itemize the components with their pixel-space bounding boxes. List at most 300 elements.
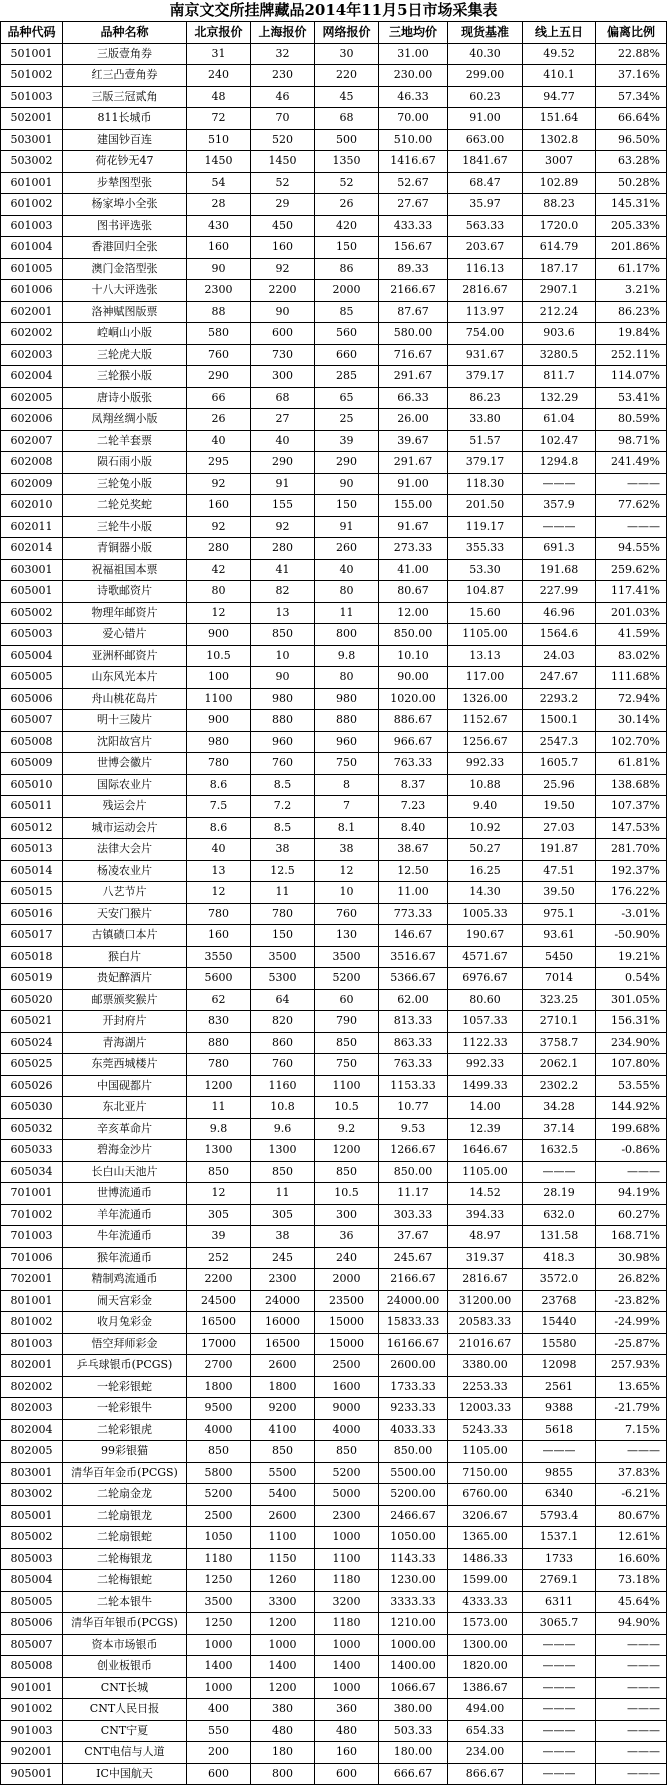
cell-average: 1230.00 [379,1570,448,1592]
cell-deviation: 37.16% [596,65,667,87]
cell-name: 物理年邮资片 [63,602,187,624]
cell-average: 863.33 [379,1032,448,1054]
cell-online: 1350 [315,151,379,173]
cell-online: 68 [315,108,379,130]
table-row [1,667,667,689]
cell-deviation: 201.03% [596,602,667,624]
cell-name: 三版壹角券 [63,43,187,65]
cell-beijing: 5800 [187,1462,251,1484]
cell-code: 701003 [1,1226,63,1248]
cell-benchmark: 10.92 [448,817,523,839]
cell-5day: 811.7 [523,366,596,388]
cell-5day: 93.61 [523,925,596,947]
cell-5day: 3007 [523,151,596,173]
cell-benchmark: 1499.33 [448,1075,523,1097]
cell-5day: 25.96 [523,774,596,796]
cell-deviation: 61.81% [596,753,667,775]
table-row [1,581,667,603]
cell-benchmark: 15.60 [448,602,523,624]
cell-online: 8.1 [315,817,379,839]
cell-beijing: 780 [187,903,251,925]
cell-average: 303.33 [379,1204,448,1226]
cell-average: 62.00 [379,989,448,1011]
cell-online: 1000 [315,1634,379,1656]
cell-code: 605013 [1,839,63,861]
cell-online: 1000 [315,1527,379,1549]
cell-benchmark: 4333.33 [448,1591,523,1613]
cell-code: 605032 [1,1118,63,1140]
cell-beijing: 5600 [187,968,251,990]
cell-code: 602011 [1,516,63,538]
cell-shanghai: 780 [251,903,315,925]
table-row [1,925,667,947]
cell-code: 805002 [1,1527,63,1549]
table-row [1,1570,667,1592]
cell-shanghai: 9.6 [251,1118,315,1140]
cell-deviation: 94.55% [596,538,667,560]
cell-average: 31.00 [379,43,448,65]
table-row [1,710,667,732]
cell-beijing: 1180 [187,1548,251,1570]
cell-name: 东北亚片 [63,1097,187,1119]
cell-online: 4000 [315,1419,379,1441]
cell-code: 605015 [1,882,63,904]
cell-deviation: 252.11% [596,344,667,366]
cell-average: 1733.33 [379,1376,448,1398]
cell-online: 980 [315,688,379,710]
cell-shanghai: 24000 [251,1290,315,1312]
cell-deviation: 114.07% [596,366,667,388]
cell-deviation: 201.86% [596,237,667,259]
cell-shanghai: 27 [251,409,315,431]
cell-average: 3516.67 [379,946,448,968]
cell-average: 580.00 [379,323,448,345]
cell-online: 1600 [315,1376,379,1398]
cell-5day: 1500.1 [523,710,596,732]
table-row [1,516,667,538]
cell-5day: 28.19 [523,1183,596,1205]
table-row [1,1097,667,1119]
cell-code: 605001 [1,581,63,603]
table-row [1,1183,667,1205]
cell-code: 605006 [1,688,63,710]
cell-5day: 212.24 [523,301,596,323]
cell-average: 10.10 [379,645,448,667]
cell-shanghai: 91 [251,473,315,495]
cell-deviation: 53.41% [596,387,667,409]
cell-5day: 2293.2 [523,688,596,710]
cell-code: 605026 [1,1075,63,1097]
table-row [1,1011,667,1033]
cell-name: 闹天宫彩金 [63,1290,187,1312]
cell-deviation: 98.71% [596,430,667,452]
cell-name: 收月兔彩金 [63,1312,187,1334]
cell-deviation: 205.33% [596,215,667,237]
cell-online: 2000 [315,1269,379,1291]
cell-online: 85 [315,301,379,323]
cell-deviation: ——— [596,1161,667,1183]
cell-name: 精制鸡流通币 [63,1269,187,1291]
table-row [1,1269,667,1291]
cell-shanghai: 46 [251,86,315,108]
table-row [1,1355,667,1377]
cell-average: 503.33 [379,1720,448,1742]
table-row [1,559,667,581]
cell-code: 605021 [1,1011,63,1033]
cell-average: 146.67 [379,925,448,947]
cell-code: 805003 [1,1548,63,1570]
cell-5day: 903.6 [523,323,596,345]
cell-deviation: 0.54% [596,968,667,990]
cell-name: 二轮梅银龙 [63,1548,187,1570]
cell-online: 2500 [315,1355,379,1377]
cell-beijing: 2300 [187,280,251,302]
cell-benchmark: 14.00 [448,1097,523,1119]
cell-code: 605007 [1,710,63,732]
cell-average: 1210.00 [379,1613,448,1635]
cell-average: 666.67 [379,1763,448,1785]
cell-average: 1050.00 [379,1527,448,1549]
table-row [1,473,667,495]
cell-average: 11.17 [379,1183,448,1205]
cell-5day: 3065.7 [523,1613,596,1635]
cell-benchmark: 14.30 [448,882,523,904]
cell-average: 46.33 [379,86,448,108]
table-row [1,1462,667,1484]
table-row [1,1054,667,1076]
table-row [1,1075,667,1097]
cell-beijing: 9.8 [187,1118,251,1140]
cell-average: 2166.67 [379,1269,448,1291]
cell-average: 37.67 [379,1226,448,1248]
table-row [1,839,667,861]
cell-name: 一轮彩银牛 [63,1398,187,1420]
cell-code: 502001 [1,108,63,130]
cell-beijing: 2700 [187,1355,251,1377]
cell-shanghai: 5400 [251,1484,315,1506]
cell-5day: 27.03 [523,817,596,839]
table-row [1,1290,667,1312]
cell-shanghai: 160 [251,237,315,259]
cell-benchmark: 118.30 [448,473,523,495]
cell-benchmark: 2816.67 [448,1269,523,1291]
cell-online: 850 [315,1441,379,1463]
cell-5day: 323.25 [523,989,596,1011]
cell-average: 15833.33 [379,1312,448,1334]
cell-deviation: 45.64% [596,1591,667,1613]
cell-benchmark: 33.80 [448,409,523,431]
cell-code: 803001 [1,1462,63,1484]
cell-average: 27.67 [379,194,448,216]
cell-beijing: 1400 [187,1656,251,1678]
cell-online: 850 [315,1032,379,1054]
cell-average: 1416.67 [379,151,448,173]
cell-online: 960 [315,731,379,753]
cell-benchmark: 35.97 [448,194,523,216]
cell-beijing: 3550 [187,946,251,968]
cell-online: 5200 [315,1462,379,1484]
cell-code: 805007 [1,1634,63,1656]
cell-deviation: 241.49% [596,452,667,474]
cell-benchmark: 2816.67 [448,280,523,302]
cell-average: 1400.00 [379,1656,448,1678]
cell-5day: 227.99 [523,581,596,603]
cell-5day: 632.0 [523,1204,596,1226]
cell-online: 10.5 [315,1097,379,1119]
cell-online: 7 [315,796,379,818]
cell-average: 5200.00 [379,1484,448,1506]
cell-code: 605019 [1,968,63,990]
cell-online: 260 [315,538,379,560]
cell-benchmark: 14.52 [448,1183,523,1205]
cell-online: 500 [315,129,379,151]
cell-benchmark: 119.17 [448,516,523,538]
cell-shanghai: 3300 [251,1591,315,1613]
cell-5day: ——— [523,1161,596,1183]
cell-benchmark: 12.39 [448,1118,523,1140]
cell-average: 1000.00 [379,1634,448,1656]
cell-shanghai: 1450 [251,151,315,173]
cell-shanghai: 92 [251,258,315,280]
cell-beijing: 1800 [187,1376,251,1398]
cell-name: 杨凌农业片 [63,860,187,882]
cell-code: 805005 [1,1591,63,1613]
cell-name: 诗歌邮资片 [63,581,187,603]
cell-name: 步辇图型张 [63,172,187,194]
cell-average: 12.00 [379,602,448,624]
cell-average: 763.33 [379,753,448,775]
table-row [1,1333,667,1355]
cell-beijing: 510 [187,129,251,151]
cell-online: 220 [315,65,379,87]
cell-shanghai: 850 [251,624,315,646]
cell-shanghai: 5500 [251,1462,315,1484]
cell-average: 52.67 [379,172,448,194]
header-beijing: 北京报价 [187,22,251,44]
cell-code: 503001 [1,129,63,151]
cell-name: 崆峒山小版 [63,323,187,345]
cell-5day: 2062.1 [523,1054,596,1076]
cell-average: 5500.00 [379,1462,448,1484]
cell-5day: 34.28 [523,1097,596,1119]
cell-5day: 2547.3 [523,731,596,753]
table-row [1,1204,667,1226]
cell-average: 8.40 [379,817,448,839]
cell-shanghai: 850 [251,1441,315,1463]
cell-shanghai: 8.5 [251,774,315,796]
cell-name: 八艺节片 [63,882,187,904]
cell-beijing: 600 [187,1763,251,1785]
table-row [1,129,667,151]
cell-beijing: 66 [187,387,251,409]
cell-benchmark: 1122.33 [448,1032,523,1054]
cell-name: 爱心错片 [63,624,187,646]
cell-beijing: 780 [187,1054,251,1076]
cell-code: 605014 [1,860,63,882]
cell-average: 11.00 [379,882,448,904]
table-row [1,280,667,302]
cell-benchmark: 4571.67 [448,946,523,968]
cell-benchmark: 1386.67 [448,1677,523,1699]
cell-code: 605024 [1,1032,63,1054]
cell-deviation: 30.98% [596,1247,667,1269]
cell-code: 805006 [1,1613,63,1635]
cell-benchmark: 754.00 [448,323,523,345]
cell-name: 青海湖片 [63,1032,187,1054]
cell-online: 52 [315,172,379,194]
table-body [1,43,667,1785]
cell-5day: 23768 [523,1290,596,1312]
cell-name: 红三凸壹角券 [63,65,187,87]
cell-online: 90 [315,473,379,495]
table-row [1,430,667,452]
cell-online: 1000 [315,1677,379,1699]
cell-average: 4033.33 [379,1419,448,1441]
cell-5day: ——— [523,1742,596,1764]
header-deviation: 偏离比例 [596,22,667,44]
cell-code: 605017 [1,925,63,947]
cell-code: 602005 [1,387,63,409]
cell-deviation: -23.82% [596,1290,667,1312]
cell-code: 802004 [1,1419,63,1441]
cell-average: 8.37 [379,774,448,796]
cell-name: 图书评选张 [63,215,187,237]
cell-deviation: 147.53% [596,817,667,839]
cell-benchmark: 48.97 [448,1226,523,1248]
cell-average: 886.67 [379,710,448,732]
cell-name: 乒乓球银币(PCGS) [63,1355,187,1377]
cell-name: 三轮牛小版 [63,516,187,538]
cell-deviation: ——— [596,1656,667,1678]
cell-name: 三轮虎大版 [63,344,187,366]
cell-name: 二轮彩银虎 [63,1419,187,1441]
cell-deviation: ——— [596,1763,667,1785]
cell-online: 1180 [315,1570,379,1592]
cell-beijing: 12 [187,602,251,624]
cell-beijing: 48 [187,86,251,108]
cell-benchmark: 2253.33 [448,1376,523,1398]
cell-average: 2600.00 [379,1355,448,1377]
cell-5day: ——— [523,516,596,538]
cell-shanghai: 760 [251,1054,315,1076]
cell-deviation: 96.50% [596,129,667,151]
cell-shanghai: 280 [251,538,315,560]
table-row [1,624,667,646]
cell-benchmark: 13.13 [448,645,523,667]
cell-shanghai: 2600 [251,1355,315,1377]
cell-benchmark: 6760.00 [448,1484,523,1506]
cell-beijing: 1250 [187,1570,251,1592]
cell-5day: 691.3 [523,538,596,560]
cell-shanghai: 600 [251,323,315,345]
cell-online: 420 [315,215,379,237]
cell-online: 1400 [315,1656,379,1678]
cell-deviation: 234.90% [596,1032,667,1054]
cell-beijing: 13 [187,860,251,882]
cell-benchmark: 1573.00 [448,1613,523,1635]
table-row [1,237,667,259]
table-row [1,1312,667,1334]
cell-code: 501002 [1,65,63,87]
cell-deviation: -6.21% [596,1484,667,1506]
cell-online: 290 [315,452,379,474]
table-row [1,1419,667,1441]
cell-benchmark: 1057.33 [448,1011,523,1033]
cell-online: 130 [315,925,379,947]
cell-online: 150 [315,495,379,517]
cell-online: 39 [315,430,379,452]
cell-shanghai: 64 [251,989,315,1011]
cell-name: 残运会片 [63,796,187,818]
cell-deviation: -24.99% [596,1312,667,1334]
cell-name: 羊年流通币 [63,1204,187,1226]
cell-shanghai: 70 [251,108,315,130]
cell-name: 811长城币 [63,108,187,130]
cell-beijing: 16500 [187,1312,251,1334]
cell-benchmark: 494.00 [448,1699,523,1721]
cell-average: 3333.33 [379,1591,448,1613]
cell-benchmark: 866.67 [448,1763,523,1785]
cell-beijing: 54 [187,172,251,194]
cell-code: 901001 [1,1677,63,1699]
table-row [1,194,667,216]
cell-deviation: ——— [596,1720,667,1742]
cell-deviation: 66.64% [596,108,667,130]
cell-name: 二轮本银牛 [63,1591,187,1613]
cell-online: 760 [315,903,379,925]
cell-code: 901002 [1,1699,63,1721]
cell-online: 80 [315,667,379,689]
cell-name: 猴白片 [63,946,187,968]
cell-deviation: 102.70% [596,731,667,753]
cell-average: 850.00 [379,1161,448,1183]
cell-5day: 2302.2 [523,1075,596,1097]
cell-shanghai: 1300 [251,1140,315,1162]
cell-deviation: 57.34% [596,86,667,108]
cell-benchmark: 1152.67 [448,710,523,732]
cell-beijing: 12 [187,1183,251,1205]
cell-benchmark: 355.33 [448,538,523,560]
cell-benchmark: 1486.33 [448,1548,523,1570]
cell-name: 洛神赋图版票 [63,301,187,323]
table-row [1,968,667,990]
cell-code: 802003 [1,1398,63,1420]
cell-average: 510.00 [379,129,448,151]
cell-benchmark: 68.47 [448,172,523,194]
cell-beijing: 830 [187,1011,251,1033]
cell-beijing: 8.6 [187,774,251,796]
cell-shanghai: 305 [251,1204,315,1226]
cell-deviation: 107.37% [596,796,667,818]
cell-name: CNT电信与人道 [63,1742,187,1764]
cell-benchmark: 10.88 [448,774,523,796]
cell-deviation: 192.37% [596,860,667,882]
cell-code: 605003 [1,624,63,646]
cell-5day: 102.47 [523,430,596,452]
cell-average: 716.67 [379,344,448,366]
cell-deviation: 281.70% [596,839,667,861]
cell-code: 605010 [1,774,63,796]
table-row [1,989,667,1011]
table-row [1,108,667,130]
cell-average: 1153.33 [379,1075,448,1097]
cell-name: 亚洲杯邮资片 [63,645,187,667]
cell-name: 二轮扇银龙 [63,1505,187,1527]
cell-name: 资本市场银币 [63,1634,187,1656]
cell-code: 602003 [1,344,63,366]
cell-deviation: 7.15% [596,1419,667,1441]
cell-shanghai: 52 [251,172,315,194]
